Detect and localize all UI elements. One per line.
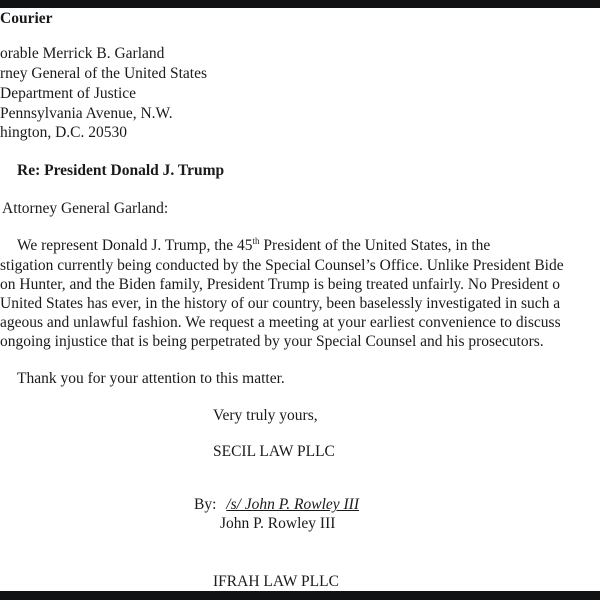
firm-name-2: IFRAH LAW PLLC — [213, 573, 339, 590]
recipient-street: Pennsylvania Avenue, N.W. — [0, 105, 173, 122]
body-line-3: on Hunter, and the Biden family, President Trump is being treated unfairly. No President o — [0, 276, 561, 293]
by-label: By: — [194, 496, 217, 513]
signer-name: John P. Rowley III — [220, 515, 336, 532]
signature-block — [194, 496, 359, 514]
body-line-4: United States has ever, in the history of our country, been baselessly investigated in such a — [0, 295, 561, 312]
recipient-name: orable Merrick B. Garland — [0, 45, 165, 62]
body-line-1 — [17, 237, 490, 255]
recipient-department: Department of Justice — [0, 85, 137, 102]
delivery-method: Courier — [0, 10, 53, 27]
recipient-city: hington, D.C. 20530 — [0, 124, 128, 141]
salutation: Attorney General Garland: — [2, 200, 169, 217]
body-line-5: ageous and unlawful fashion. We request a meeting at your earliest convenience to discuss — [0, 314, 561, 331]
ordinal-suffix: th — [252, 236, 260, 246]
recipient-title: rney General of the United States — [0, 65, 208, 82]
electronic-signature: /s/ John P. Rowley III — [226, 496, 360, 513]
thanks-line: Thank you for your attention to this matter. — [17, 370, 285, 387]
letter-page — [0, 8, 600, 591]
body-line-6: ongoing injustice that is being perpetrated by your Special Counsel and his prosecutors. — [0, 333, 544, 350]
closing: Very truly yours, — [213, 407, 318, 424]
body-line-1-start: We represent Donald J. Trump, the 45 — [17, 237, 253, 254]
body-line-1-end: President of the United States, in the — [259, 237, 491, 254]
firm-name-1: SECIL LAW PLLC — [213, 443, 335, 460]
body-line-2: stigation currently being conducted by the Special Counsel’s Office. Unlike President Bide — [0, 257, 564, 274]
subject-line: Re: President Donald J. Trump — [17, 162, 225, 179]
